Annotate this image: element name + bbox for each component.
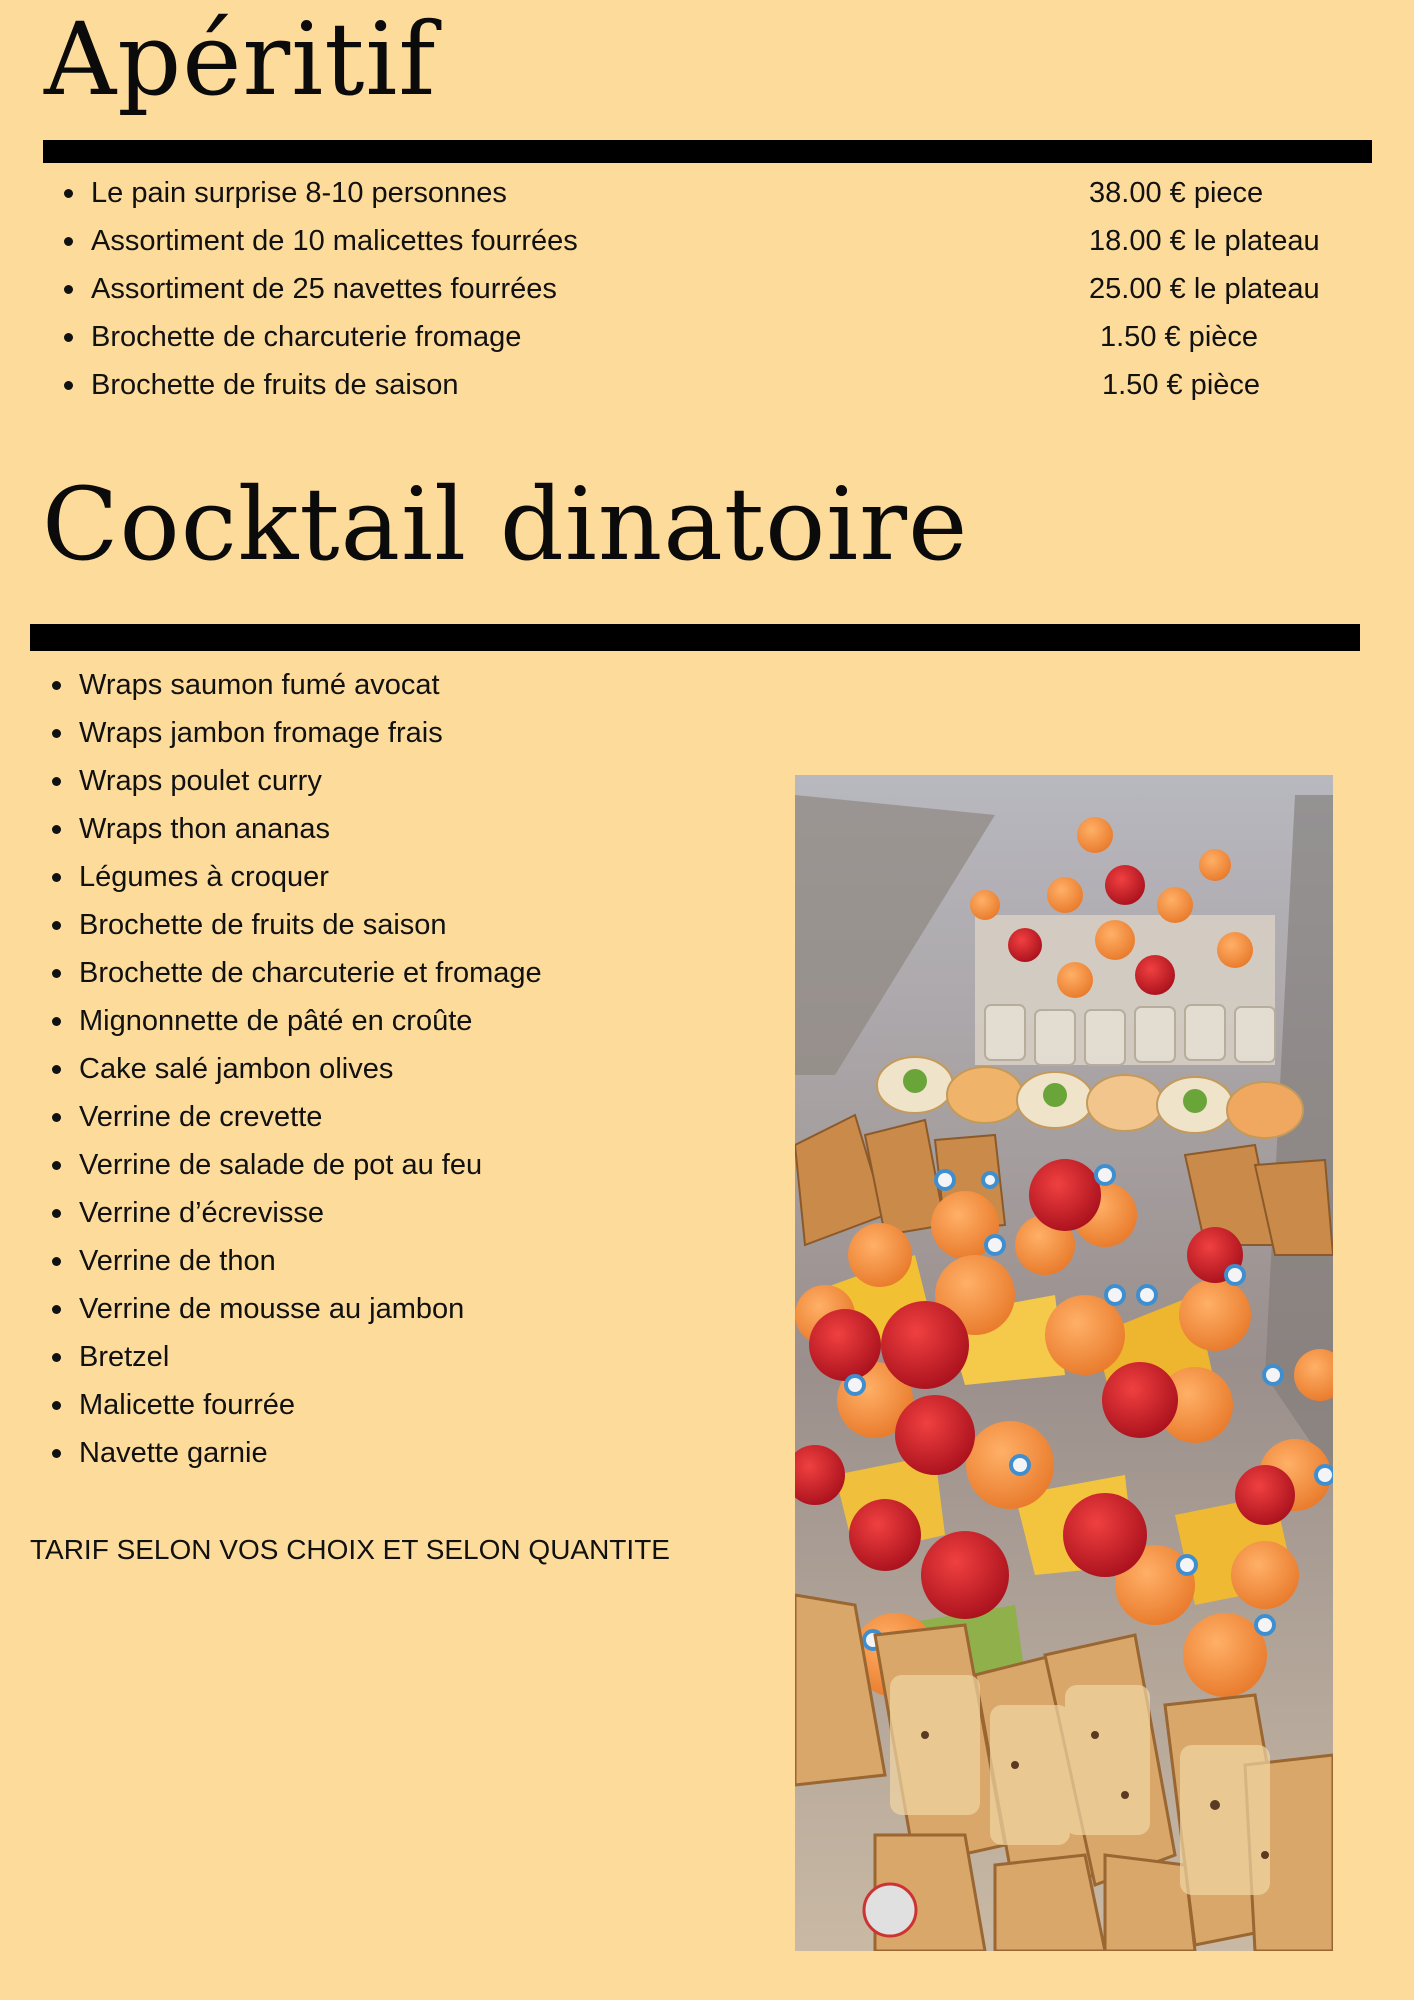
list-item: Verrine d’écrevisse <box>79 1189 799 1237</box>
list-item: Wraps jambon fromage frais <box>79 709 799 757</box>
item-price: 25.00 € le plateau <box>1089 273 1320 305</box>
item-price: 38.00 € piece <box>1089 177 1264 209</box>
list-item <box>91 313 1414 361</box>
aperitif-divider <box>43 140 1372 163</box>
list-item <box>91 169 1414 217</box>
item-price: 1.50 € pièce <box>1102 369 1261 401</box>
list-item <box>91 265 1414 313</box>
buffet-photo <box>795 775 1333 1951</box>
item-label: Brochette de fruits de saison <box>91 369 459 401</box>
list-item <box>91 361 1414 409</box>
list-item: Verrine de thon <box>79 1237 799 1285</box>
aperitif-title: Apéritif <box>44 1 437 118</box>
list-item: Brochette de charcuterie et fromage <box>79 949 799 997</box>
list-item: Navette garnie <box>79 1429 799 1477</box>
cocktail-title: Cocktail dinatoire <box>42 466 969 583</box>
item-label: Assortiment de 25 navettes fourrées <box>91 273 557 305</box>
list-item: Wraps saumon fumé avocat <box>79 661 799 709</box>
list-item: Malicette fourrée <box>79 1381 799 1429</box>
list-item: Verrine de mousse au jambon <box>79 1285 799 1333</box>
item-label: Le pain surprise 8-10 personnes <box>91 177 507 209</box>
item-label: Assortiment de 10 malicettes fourrées <box>91 225 578 257</box>
aperitif-list <box>42 169 1414 409</box>
list-item: Brochette de fruits de saison <box>79 901 799 949</box>
list-item: Wraps poulet curry <box>79 757 799 805</box>
list-item: Verrine de salade de pot au feu <box>79 1141 799 1189</box>
list-item: Bretzel <box>79 1333 799 1381</box>
cocktail-list <box>30 661 799 1477</box>
item-label: Brochette de charcuterie fromage <box>91 321 522 353</box>
list-item: Wraps thon ananas <box>79 805 799 853</box>
cocktail-divider <box>30 624 1360 651</box>
list-item: Mignonnette de pâté en croûte <box>79 997 799 1045</box>
pricing-note: TARIF SELON VOS CHOIX ET SELON QUANTITE <box>30 1534 670 1565</box>
item-price: 1.50 € pièce <box>1100 321 1259 353</box>
list-item: Verrine de crevette <box>79 1093 799 1141</box>
item-price: 18.00 € le plateau <box>1089 225 1320 257</box>
list-item: Légumes à croquer <box>79 853 799 901</box>
list-item <box>91 217 1414 265</box>
list-item: Cake salé jambon olives <box>79 1045 799 1093</box>
